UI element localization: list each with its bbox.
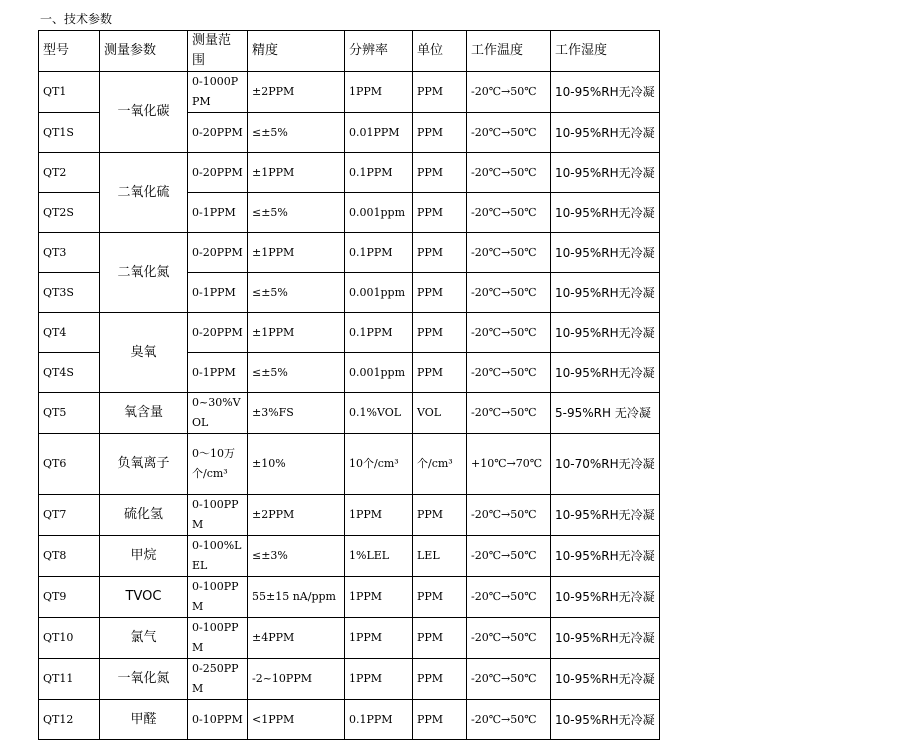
table-row	[39, 153, 660, 193]
humidity-cell: 10-95%RH无冷凝	[551, 113, 660, 153]
unit-cell: PPM	[413, 700, 467, 740]
humidity-cell: 10-95%RH无冷凝	[551, 193, 660, 233]
model-cell: QT5	[39, 393, 100, 434]
model-cell: QT1	[39, 72, 100, 113]
range-cell: 0~30%VOL	[188, 393, 248, 434]
range-cell: 0-100PPM	[188, 495, 248, 536]
humidity-cell: 10-95%RH无冷凝	[551, 536, 660, 577]
model-cell: QT1S	[39, 113, 100, 153]
humidity-cell: 10-95%RH无冷凝	[551, 495, 660, 536]
param-cell: 一氧化碳	[100, 72, 188, 153]
col-header-unit: 单位	[413, 31, 467, 72]
temp-cell: -20℃→50℃	[467, 700, 551, 740]
temp-cell: -20℃→50℃	[467, 233, 551, 273]
accuracy-cell: ≤±5%	[248, 113, 345, 153]
accuracy-cell: <1PPM	[248, 700, 345, 740]
humidity-cell: 10-95%RH无冷凝	[551, 273, 660, 313]
range-cell: 0～10万 个/cm³	[188, 434, 248, 495]
table-row	[39, 72, 660, 113]
humidity-cell: 10-95%RH无冷凝	[551, 577, 660, 618]
resolution-cell: 0.001ppm	[345, 193, 413, 233]
param-cell: TVOC	[100, 577, 188, 618]
resolution-cell: 10个/cm³	[345, 434, 413, 495]
resolution-cell: 0.001ppm	[345, 273, 413, 313]
unit-cell: PPM	[413, 659, 467, 700]
unit-cell: PPM	[413, 113, 467, 153]
table-row	[39, 434, 660, 495]
unit-cell: PPM	[413, 313, 467, 353]
humidity-cell: 10-95%RH无冷凝	[551, 313, 660, 353]
table-row	[39, 536, 660, 577]
temp-cell: -20℃→50℃	[467, 618, 551, 659]
accuracy-cell: 55±15 nA/ppm	[248, 577, 345, 618]
unit-cell: PPM	[413, 273, 467, 313]
model-cell: QT4S	[39, 353, 100, 393]
temp-cell: -20℃→50℃	[467, 577, 551, 618]
unit-cell: PPM	[413, 153, 467, 193]
resolution-cell: 0.01PPM	[345, 113, 413, 153]
accuracy-cell: ±1PPM	[248, 153, 345, 193]
accuracy-cell: ±10%	[248, 434, 345, 495]
param-cell: 氧含量	[100, 393, 188, 434]
col-header-humidity: 工作湿度	[551, 31, 660, 72]
range-cell: 0-1PPM	[188, 353, 248, 393]
col-header-accuracy: 精度	[248, 31, 345, 72]
table-row	[39, 313, 660, 353]
table-row	[39, 700, 660, 740]
temp-cell: -20℃→50℃	[467, 313, 551, 353]
accuracy-cell: ≤±5%	[248, 273, 345, 313]
temp-cell: -20℃→50℃	[467, 153, 551, 193]
unit-cell: 个/cm³	[413, 434, 467, 495]
accuracy-cell: ±3%FS	[248, 393, 345, 434]
model-cell: QT2	[39, 153, 100, 193]
resolution-cell: 1PPM	[345, 72, 413, 113]
model-cell: QT6	[39, 434, 100, 495]
resolution-cell: 0.1PPM	[345, 313, 413, 353]
param-cell: 臭氧	[100, 313, 188, 393]
unit-cell: PPM	[413, 353, 467, 393]
temp-cell: -20℃→50℃	[467, 353, 551, 393]
model-cell: QT12	[39, 700, 100, 740]
range-cell: 0-20PPM	[188, 113, 248, 153]
model-cell: QT7	[39, 495, 100, 536]
unit-cell: VOL	[413, 393, 467, 434]
model-cell: QT2S	[39, 193, 100, 233]
range-cell: 0-1PPM	[188, 273, 248, 313]
col-header-param: 测量参数	[100, 31, 188, 72]
accuracy-cell: ±1PPM	[248, 233, 345, 273]
temp-cell: -20℃→50℃	[467, 659, 551, 700]
model-cell: QT4	[39, 313, 100, 353]
range-cell: 0-100PPM	[188, 618, 248, 659]
model-cell: QT11	[39, 659, 100, 700]
resolution-cell: 0.001ppm	[345, 353, 413, 393]
param-cell: 二氧化硫	[100, 153, 188, 233]
section-heading: 一、技术参数	[40, 12, 113, 26]
spec-table	[38, 30, 660, 740]
resolution-cell: 0.1PPM	[345, 153, 413, 193]
temp-cell: +10℃→70℃	[467, 434, 551, 495]
humidity-cell: 10-95%RH无冷凝	[551, 659, 660, 700]
range-cell: 0-20PPM	[188, 153, 248, 193]
resolution-cell: 1PPM	[345, 495, 413, 536]
range-cell: 0-100PPM	[188, 577, 248, 618]
col-header-model: 型号	[39, 31, 100, 72]
model-cell: QT3	[39, 233, 100, 273]
accuracy-cell: ≤±3%	[248, 536, 345, 577]
param-cell: 甲烷	[100, 536, 188, 577]
table-row	[39, 393, 660, 434]
range-cell: 0-1PPM	[188, 193, 248, 233]
temp-cell: -20℃→50℃	[467, 495, 551, 536]
accuracy-cell: ±2PPM	[248, 72, 345, 113]
humidity-cell: 10-95%RH无冷凝	[551, 700, 660, 740]
model-cell: QT10	[39, 618, 100, 659]
unit-cell: PPM	[413, 495, 467, 536]
range-cell: 0-100%LEL	[188, 536, 248, 577]
unit-cell: PPM	[413, 72, 467, 113]
resolution-cell: 1PPM	[345, 659, 413, 700]
table-row	[39, 618, 660, 659]
resolution-cell: 0.1PPM	[345, 233, 413, 273]
humidity-cell: 10-95%RH无冷凝	[551, 72, 660, 113]
humidity-cell: 10-95%RH无冷凝	[551, 233, 660, 273]
resolution-cell: 1PPM	[345, 577, 413, 618]
unit-cell: PPM	[413, 193, 467, 233]
range-cell: 0-10PPM	[188, 700, 248, 740]
unit-cell: PPM	[413, 618, 467, 659]
accuracy-cell: ±2PPM	[248, 495, 345, 536]
accuracy-cell: -2~10PPM	[248, 659, 345, 700]
table-row	[39, 659, 660, 700]
range-cell: 0-250PPM	[188, 659, 248, 700]
humidity-cell: 10-95%RH无冷凝	[551, 353, 660, 393]
humidity-cell: 10-70%RH无冷凝	[551, 434, 660, 495]
resolution-cell: 0.1PPM	[345, 700, 413, 740]
model-cell: QT8	[39, 536, 100, 577]
unit-cell: LEL	[413, 536, 467, 577]
range-cell: 0-20PPM	[188, 313, 248, 353]
humidity-cell: 5-95%RH 无冷凝	[551, 393, 660, 434]
param-cell: 负氧离子	[100, 434, 188, 495]
resolution-cell: 1%LEL	[345, 536, 413, 577]
temp-cell: -20℃→50℃	[467, 113, 551, 153]
range-cell: 0-20PPM	[188, 233, 248, 273]
humidity-cell: 10-95%RH无冷凝	[551, 618, 660, 659]
col-header-temp: 工作温度	[467, 31, 551, 72]
model-cell: QT3S	[39, 273, 100, 313]
temp-cell: -20℃→50℃	[467, 193, 551, 233]
table-row	[39, 233, 660, 273]
param-cell: 甲醛	[100, 700, 188, 740]
header-row	[39, 31, 660, 72]
col-header-range: 测量范围	[188, 31, 248, 72]
param-cell: 一氧化氮	[100, 659, 188, 700]
temp-cell: -20℃→50℃	[467, 393, 551, 434]
range-cell: 0-1000PPM	[188, 72, 248, 113]
col-header-resolution: 分辨率	[345, 31, 413, 72]
resolution-cell: 1PPM	[345, 618, 413, 659]
param-cell: 氯气	[100, 618, 188, 659]
temp-cell: -20℃→50℃	[467, 273, 551, 313]
accuracy-cell: ±1PPM	[248, 313, 345, 353]
temp-cell: -20℃→50℃	[467, 536, 551, 577]
accuracy-cell: ≤±5%	[248, 193, 345, 233]
accuracy-cell: ≤±5%	[248, 353, 345, 393]
unit-cell: PPM	[413, 233, 467, 273]
table-row	[39, 577, 660, 618]
humidity-cell: 10-95%RH无冷凝	[551, 153, 660, 193]
unit-cell: PPM	[413, 577, 467, 618]
accuracy-cell: ±4PPM	[248, 618, 345, 659]
param-cell: 二氧化氮	[100, 233, 188, 313]
param-cell: 硫化氢	[100, 495, 188, 536]
table-row	[39, 495, 660, 536]
temp-cell: -20℃→50℃	[467, 72, 551, 113]
resolution-cell: 0.1%VOL	[345, 393, 413, 434]
model-cell: QT9	[39, 577, 100, 618]
